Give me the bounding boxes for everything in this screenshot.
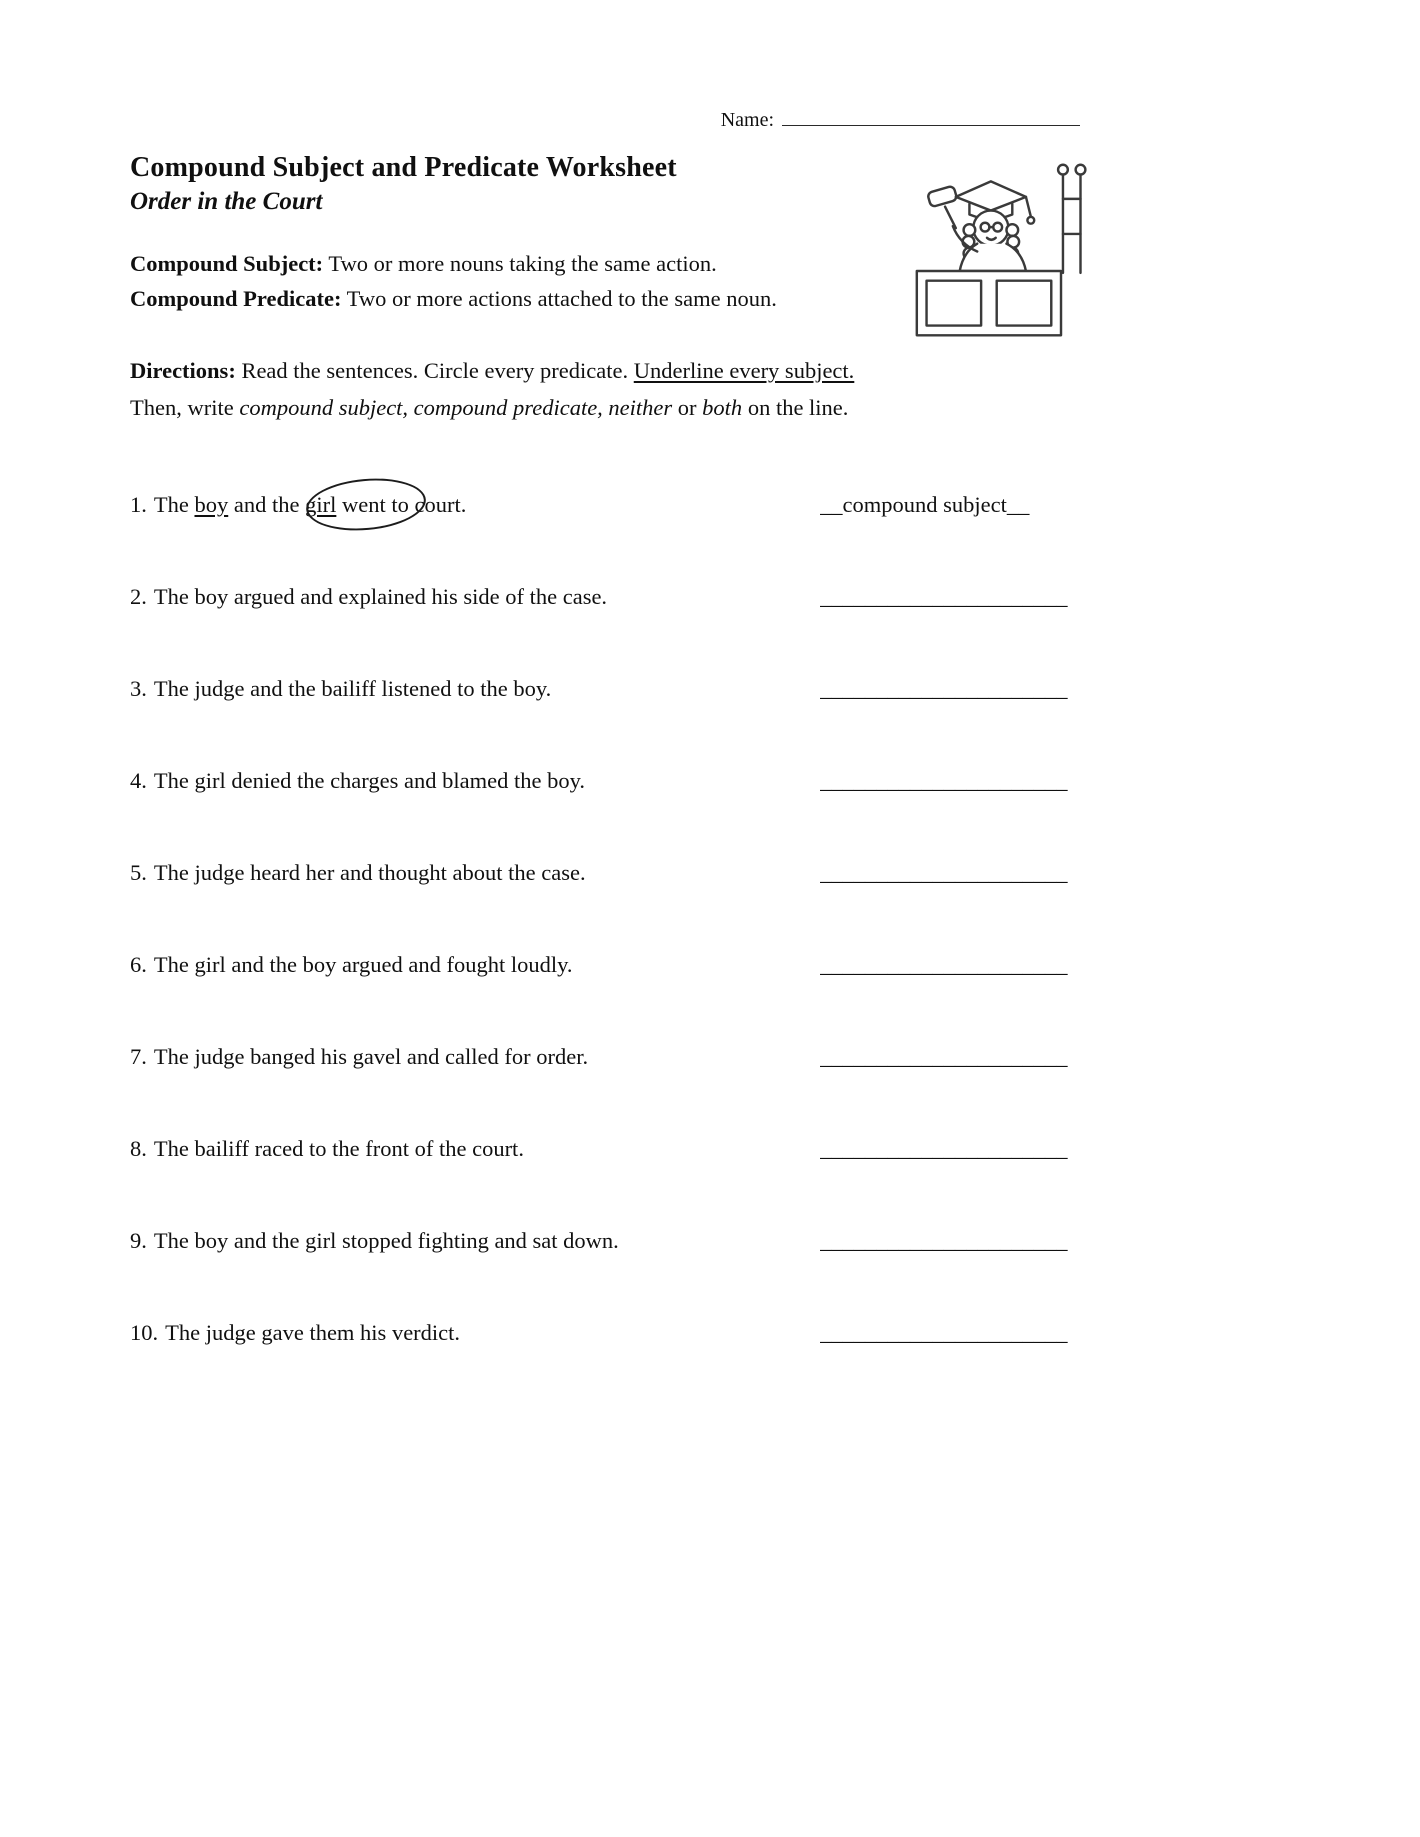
- sentence-row: [130, 1136, 1080, 1162]
- sentence-number: 4.: [130, 768, 147, 793]
- sentence-text: [130, 1136, 820, 1162]
- sentence-text: [130, 860, 820, 886]
- directions-italic-both: both: [702, 395, 743, 420]
- directions-italic-terms: compound subject, compound predicate, neither: [239, 395, 673, 420]
- sentence-number: 1.: [130, 492, 147, 517]
- sentence-body: The girl denied the charges and blamed the boy.: [153, 768, 585, 793]
- answer-line: ______________________: [820, 676, 1068, 701]
- answer-line: ______________________: [820, 1228, 1068, 1253]
- answer-line-1: __compound subject__: [820, 492, 1030, 517]
- sentence-row: [130, 584, 1080, 610]
- answer-line: ______________________: [820, 1320, 1068, 1345]
- directions-part1: Read the sentences. Circle every predicate.: [235, 358, 634, 383]
- compound-predicate-text: Two or more actions attached to the same noun.: [341, 286, 777, 311]
- sentence-part: to court.: [385, 492, 467, 517]
- sentence-number: 10.: [130, 1320, 159, 1345]
- sentence-number: 5.: [130, 860, 147, 885]
- sentence-text: [130, 584, 820, 610]
- underlined-subject-boy: boy: [194, 492, 229, 517]
- compound-predicate-term: Compound Predicate:: [130, 286, 342, 311]
- page-subtitle: Order in the Court: [130, 188, 323, 215]
- sentence-body: The judge and the bailiff listened to the boy.: [153, 676, 552, 701]
- sentence-row: [130, 952, 1080, 978]
- sentence-number: 6.: [130, 952, 147, 977]
- predicate-word: went: [341, 492, 386, 517]
- answer-line: ______________________: [820, 860, 1068, 885]
- sentence-part: The: [153, 492, 195, 517]
- sentence-row: [130, 1228, 1080, 1254]
- directions-underlined: Underline every subject.: [633, 358, 855, 383]
- sentence-row: [130, 860, 1080, 886]
- sentence-body: The judge gave them his verdict.: [165, 1320, 461, 1345]
- sentence-number: 8.: [130, 1136, 147, 1161]
- answer-line: ______________________: [820, 1044, 1068, 1069]
- answer-line: ______________________: [820, 952, 1068, 977]
- sentence-row: [130, 1320, 1080, 1346]
- directions-part4: on the line.: [742, 395, 849, 420]
- underlined-subject-girl: girl: [305, 492, 337, 517]
- judge-with-gavel-clipart: [907, 156, 1102, 346]
- compound-subject-term: Compound Subject:: [130, 251, 324, 276]
- sentence-body: The judge heard her and thought about the case.: [153, 860, 586, 885]
- directions-label: Directions:: [130, 358, 236, 383]
- sentence-body: The judge banged his gavel and called for order.: [153, 1044, 589, 1069]
- name-blank-line: [782, 106, 1080, 126]
- sentence-text-1: [130, 492, 820, 518]
- page-title: Compound Subject and Predicate Worksheet: [130, 152, 677, 183]
- sentence-text: [130, 1320, 820, 1346]
- sentence-row: [130, 1044, 1080, 1070]
- sentence-text: [130, 676, 820, 702]
- directions-line-2: [130, 389, 1080, 426]
- directions-block: [130, 352, 1080, 426]
- answer-line: ______________________: [820, 1136, 1068, 1161]
- sentence-text: [130, 1228, 820, 1254]
- compound-subject-text: Two or more nouns taking the same action.: [323, 251, 717, 276]
- directions-part2: Then, write: [130, 395, 240, 420]
- sentence-row: [130, 768, 1080, 794]
- sentence-number: 9.: [130, 1228, 147, 1253]
- sentence-body: The boy and the girl stopped fighting and sat down.: [153, 1228, 619, 1253]
- sentence-text: [130, 1044, 820, 1070]
- answer-line: ______________________: [820, 584, 1068, 609]
- name-row: [130, 106, 1080, 132]
- sentence-row: [130, 676, 1080, 702]
- sentence-number: 7.: [130, 1044, 147, 1069]
- directions-part3: or: [672, 395, 703, 420]
- sentence-body: The bailiff raced to the front of the court.: [153, 1136, 524, 1161]
- sentence-body: The boy argued and explained his side of the case.: [153, 584, 608, 609]
- sentence-number: 2.: [130, 584, 147, 609]
- sentence-row-1: [130, 492, 1080, 518]
- sentence-body: The girl and the boy argued and fought loudly.: [153, 952, 573, 977]
- sentence-text: [130, 952, 820, 978]
- sentence-list: [130, 492, 1080, 1346]
- circled-predicate-went: [342, 492, 386, 518]
- sentence-number: 3.: [130, 676, 147, 701]
- sentence-text: [130, 768, 820, 794]
- directions-line-1: [130, 352, 1080, 389]
- answer-line: ______________________: [820, 768, 1068, 793]
- name-label: Name:: [720, 109, 774, 131]
- sentence-part: and the: [228, 492, 306, 517]
